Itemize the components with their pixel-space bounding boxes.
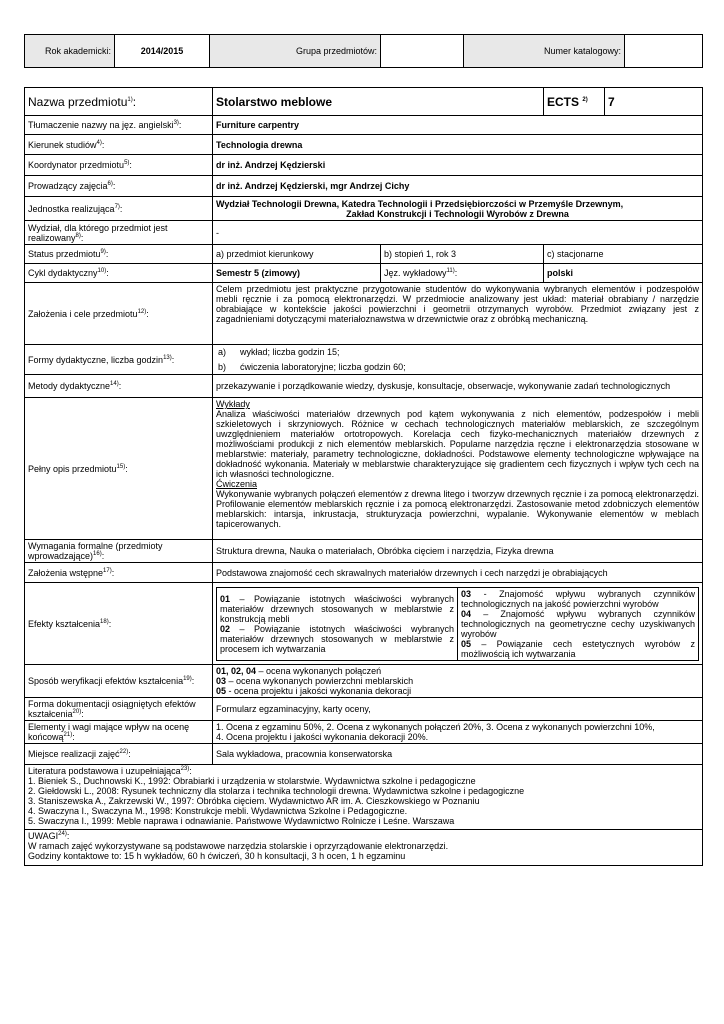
verification-row (25, 665, 703, 698)
notes-cell (25, 830, 703, 866)
notes-line: Godziny kontaktowe to: 15 h wykładów, 60 h ćwiczeń, 30 h konsultacji, 3 h ocen, 1 h egzaminu (28, 851, 406, 861)
forms-value: a) wykład; liczba godzin 15; b) ćwiczenia laboratoryjne; liczba godzin 60; (213, 345, 703, 375)
faculty-row (25, 221, 703, 245)
cycle-row (25, 264, 703, 283)
literature-item: 3. Staniszewska A., Zakrzewski W., 1997: Obróbka cięciem. Wydawnictwo AR im. A. Cieszkowskiego w Poznaniu (28, 796, 480, 806)
notes-label: UWAGI$^{24)}$: (28, 831, 70, 841)
literature-item: 2. Giełdowski L., 2008: Rysunek techniczny dla stolarza i technika technologii drewna. Wydawnictwa szkolne i pedagogiczne (28, 786, 525, 796)
course-name-value: Stolarstwo meblowe (213, 88, 544, 116)
location-value: Sala wykładowa, pracownia konserwatorska (213, 744, 703, 765)
prereq-value: Podstawowa znajomość cech skrawalnych materiałów drzewnych i cech narzędzi je obrabiających (213, 563, 703, 583)
field-value: Technologia drewna (213, 135, 703, 155)
outcomes-left: 01 – Powiązanie istotnych właściwości wybranych materiałów drzewnych stosowanych w meblarstwie z konstrukcją mebli 02 – Powiązanie istotnych właściwości wybranych materiałów drzewnych stosowanych w meblarstwie z procesem ich wytwarzania (217, 587, 458, 660)
coordinator-label: Koordynator przedmiotu$^{5)}$: (25, 155, 213, 176)
status-c: c) stacjonarne (544, 245, 703, 264)
instructors-label: Prowadzący zajęcia$^{6)}$: (25, 176, 213, 197)
grading-label: Elementy i wagi mające wpływ na ocenę końcową$^{21)}$: (25, 721, 213, 744)
header-table (24, 34, 703, 68)
cycle-label: Cykl dydaktyczny$^{10)}$: (25, 264, 213, 283)
prereq-label: Założenia wstępne$^{17)}$: (25, 563, 213, 583)
literature-cell (25, 765, 703, 830)
prereq-row (25, 563, 703, 583)
requirements-row (25, 540, 703, 563)
methods-label: Metody dydaktyczne$^{14)}$: (25, 375, 213, 398)
instructors-value: dr inż. Andrzej Kędzierski, mgr Andrzej Cichy (213, 176, 703, 197)
literature-row (25, 765, 703, 830)
status-a: a) przedmiot kierunkowy (213, 245, 381, 264)
grading-row (25, 721, 703, 744)
field-row (25, 135, 703, 155)
verification-value: 01, 02, 04 – ocena wykonanych połączeń 03 – ocena wykonanych powierzchni meblarskich 05 - ocena projektu i jakości wykonania dekoracji (213, 665, 703, 698)
status-label: Status przedmiotu$^{9)}$: (25, 245, 213, 264)
language-value: polski (544, 264, 703, 283)
lecture-text: Analiza właściwości materiałów drzewnych pod kątem wykonywania z nich elementów, podzespołów i mebli szkieletowych i skrzyniowych. Różnice w cechach technologicznych materiałów meblarskich, ze szczególnym uwzględnieniem materiałów ortotropowych. Korelacja cech fizyko-mechanicznych materiałów drzewnych z możliwościami produkcji z nich elementów meblarskich. Popularne narzędzia ręczne i elektronarzędzia stosowane w meblarstwie: materiały, parametry technologiczne, dokładności. Podstawowe elementy technologiczne wpływające na dokładność wykonania. Materiały w meblarstwie charakteryzujące się gradientem cech fizycznych i wpływ tych cech na ich własności technologiczne. (216, 409, 699, 479)
lecture-title: Wykłady (216, 399, 250, 409)
language-label: Jęz. wykładowy$^{11)}$: (381, 264, 544, 283)
status-b: b) stopień 1, rok 3 (381, 245, 544, 264)
exercise-title: Ćwiczenia (216, 479, 258, 489)
ects-value: 7 (605, 88, 703, 116)
catalog-number-label: Numer katalogowy: (464, 35, 625, 68)
translation-row (25, 116, 703, 135)
grading-value: 1. Ocena z egzaminu 50%, 2. Ocena z wykonanych połączeń 20%, 3. Ocena z wykonanych powierzchni 10%, 4. Ocena projektu i jakości wykonania dekoracji 20%. (213, 721, 703, 744)
goals-row (25, 283, 703, 345)
outcomes-right: 03 - Znajomość wpływu wybranych czynników technologicznych na jakość powierzchni wyrobów 04 – Znajomość wpływu wybranych czynników technologicznych na geometryczne cechy uzyskiwanych wyrobów 05 – Powiązanie cech estetycznych wyrobów z możliwością ich wytwarzania (458, 587, 699, 660)
literature-item: 4. Swaczyna I., Swaczyna M., 1998: Konstrukcje mebli. Wydawnictwa Szkolne i Pedagogiczne. (28, 806, 408, 816)
exercise-text: Wykonywanie wybranych połączeń elementów z drewna litego i tworzyw drzewnych ręcznie i za pomocą elektronarzędzi. Profilowanie elementów meblarskich ręcznie i za pomocą elektronarzędzi. Zastosowanie metod zdobniczych elementów meblarskich: intarsja, inkrustacja, strukturyzacja powierzchni, wypalanie. Wykonywanie elementów w meblach tapicerowanych. (216, 489, 699, 529)
goals-value: Celem przedmiotu jest praktyczne przygotowanie studentów do wykonywania wybranych elementów i podzespołów mebli ręcznie i za pomocą elektronarzędzi. W przedmiocie analizowany jest układ: materiał obrabiany / narzędzie obrabiające w kontekście jakości powierzchni i geometrii otrzymanych wyrobów. Przedmiot związany jest z zagadnieniami dotyczącymi materiałoznawstwa w drzewnictwie oraz z obróbką mechaniczną. (213, 283, 703, 345)
instructors-row (25, 176, 703, 197)
unit-row (25, 197, 703, 221)
faculty-label: Wydział, dla którego przedmiot jest realizowany$^{8)}$: (25, 221, 213, 245)
course-group-value (381, 35, 464, 68)
faculty-value: - (213, 221, 703, 245)
forms-row (25, 345, 703, 375)
documentation-row (25, 698, 703, 721)
literature-item: 5. Swaczyna I., 1999: Meble naprawa i odnawianie. Państwowe Wydawnictwo Rolnicze i Leśne. Warszawa (28, 816, 455, 826)
cycle-value: Semestr 5 (zimowy) (213, 264, 381, 283)
description-label: Pełny opis przedmiotu$^{15)}$: (25, 398, 213, 540)
methods-row (25, 375, 703, 398)
translation-label: Tłumaczenie nazwy na jęz. angielski$^{3)}$: (25, 116, 213, 135)
outcomes-inner-table (216, 587, 699, 661)
course-card-table (24, 87, 703, 866)
course-group-label: Grupa przedmiotów: (210, 35, 381, 68)
documentation-label: Forma dokumentacji osiągniętych efektów kształcenia$^{20)}$: (25, 698, 213, 721)
academic-year-value: 2014/2015 (115, 35, 210, 68)
field-label: Kierunek studiów$^{4)}$: (25, 135, 213, 155)
ects-label: ECTS $^{2)}$ (544, 88, 605, 116)
literature-item: 1. Bieniek S., Duchnowski K., 1992: Obrabiarki i urządzenia w stolarstwie. Wydawnictwa szkolne i pedagogiczne (28, 776, 476, 786)
unit-label: Jednostka realizująca$^{7)}$: (25, 197, 213, 221)
course-name-label: Nazwa przedmiotu$^{1)}$: (25, 88, 213, 116)
notes-row (25, 830, 703, 866)
catalog-number-value (625, 35, 703, 68)
documentation-value: Formularz egzaminacyjny, karty oceny, (213, 698, 703, 721)
course-name-row (25, 88, 703, 116)
location-row (25, 744, 703, 765)
status-row (25, 245, 703, 264)
literature-label: Literatura podstawowa i uzupełniająca$^{23)}$: (28, 766, 192, 776)
goals-label: Założenia i cele przedmiotu$^{12)}$: (25, 283, 213, 345)
requirements-value: Struktura drewna, Nauka o materiałach, Obróbka cięciem i narzędzia, Fizyka drewna (213, 540, 703, 563)
unit-value: Wydział Technologii Drewna, Katedra Technologii i Przedsiębiorczości w Przemyśle Drzewnym, Zakład Konstrukcji i Technologii Wyrobów z Drewna (213, 197, 703, 221)
forms-label: Formy dydaktyczne, liczba godzin$^{13)}$: (25, 345, 213, 375)
outcomes-row (25, 583, 703, 665)
notes-line: W ramach zajęć wykorzystywane są podstawowe narzędzia stolarskie i oprzyrządowanie elektronarzędzi. (28, 841, 449, 851)
methods-value: przekazywanie i porządkowanie wiedzy, dyskusje, konsultacje, obserwacje, wykonywanie zadań technologicznych (213, 375, 703, 398)
verification-label: Sposób weryfikacji efektów kształcenia$^{19)}$: (25, 665, 213, 698)
translation-value: Furniture carpentry (213, 116, 703, 135)
requirements-label: Wymagania formalne (przedmioty wprowadzające)$^{16)}$: (25, 540, 213, 563)
academic-year-label: Rok akademicki: (25, 35, 115, 68)
outcomes-value (213, 583, 703, 665)
outcomes-label: Efekty kształcenia$^{18)}$: (25, 583, 213, 665)
location-label: Miejsce realizacji zajęć$^{22)}$: (25, 744, 213, 765)
coordinator-value: dr inż. Andrzej Kędzierski (213, 155, 703, 176)
coordinator-row (25, 155, 703, 176)
description-row (25, 398, 703, 540)
description-value (213, 398, 703, 540)
